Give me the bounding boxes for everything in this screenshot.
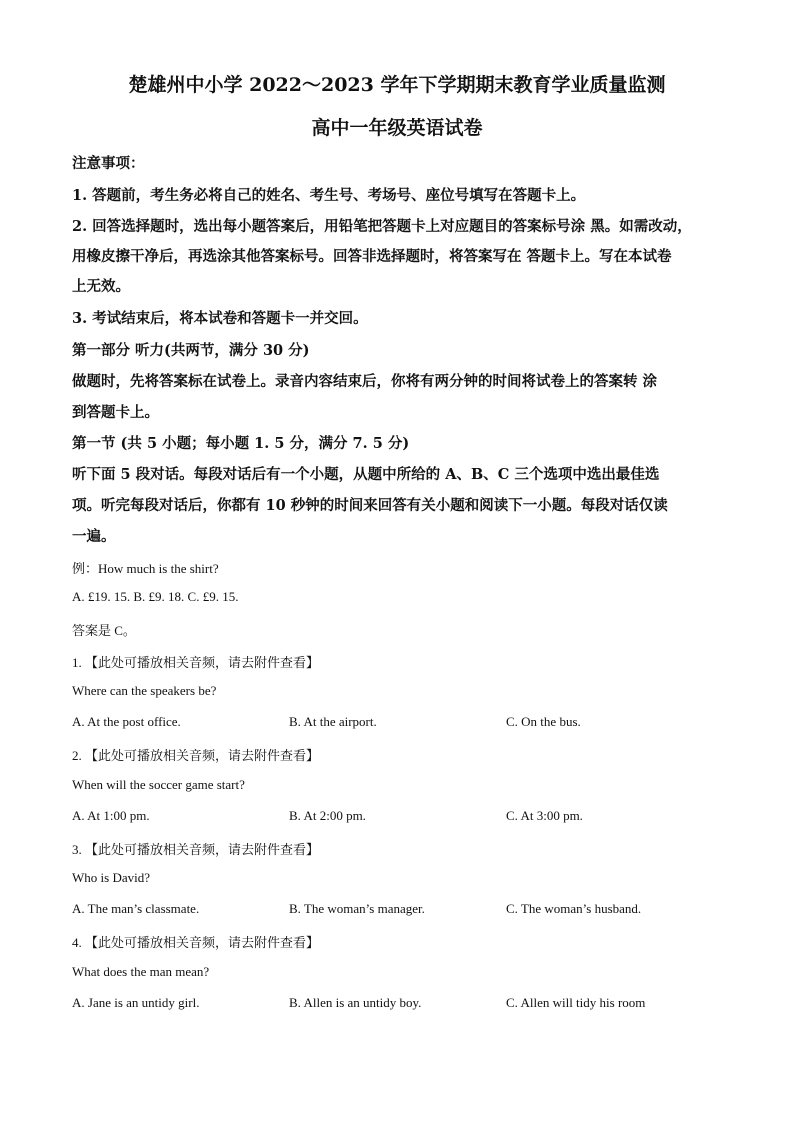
question-4-option-a: A. Jane is an untidy girl. <box>72 995 200 1010</box>
question-2-option-b: B. At 2:00 pm. <box>289 808 366 823</box>
question-3-option-b: B. The woman’s manager. <box>289 901 425 916</box>
notes-heading: 注意事项： <box>72 155 145 172</box>
section1-desc-line-1: 听下面 5 段对话。每段对话后有一个小题，从题中所给的 A、B、C 三个选项中选出最佳选 <box>72 466 660 483</box>
example-question: 例：How much is the shirt? <box>72 561 219 576</box>
note-item-2-line-1: 2. 回答选择题时，选出每小题答案后，用铅笔把答题卡上对应题目的答案标号涂 黑。如需改动， <box>72 218 692 235</box>
section1-heading: 第一节 (共 5 小题；每小题 1. 5 分，满分 7. 5 分) <box>72 435 410 452</box>
question-1-option-c: C. On the bus. <box>506 714 581 729</box>
question-4-option-c: C. Allen will tidy his room <box>506 995 646 1010</box>
part1-heading: 第一部分 听力(共两节，满分 30 分) <box>72 342 310 359</box>
exam-title: 楚雄州中小学 2022～2023 学年下学期期末教育学业质量监测 <box>128 74 666 96</box>
question-3-option-c: C. The woman’s husband. <box>506 901 642 916</box>
exam-subtitle: 高中一年级英语试卷 <box>311 117 483 139</box>
question-2-option-a: A. At 1:00 pm. <box>72 808 150 823</box>
question-4-label: 4. 【此处可播放相关音频，请去附件查看】 <box>72 935 320 950</box>
question-2-label: 2. 【此处可播放相关音频，请去附件查看】 <box>72 748 320 763</box>
question-3-text: Who is David? <box>72 870 150 885</box>
question-1-option-a: A. At the post office. <box>72 714 181 729</box>
part1-desc-line-2: 到答题卡上。 <box>72 404 159 421</box>
part1-desc-line-1: 做题时，先将答案标在试卷上。录音内容结束后，你将有两分钟的时间将试卷上的答案转 涂 <box>72 373 658 390</box>
note-item-1: 1. 答题前，考生务必将自己的姓名、考生号、考场号、座位号填写在答题卡上。 <box>72 187 586 204</box>
example-options: A. £19. 15. B. £9. 18. C. £9. 15. <box>72 589 239 604</box>
question-1-option-b: B. At the airport. <box>289 714 377 729</box>
example-answer: 答案是 C。 <box>72 623 136 638</box>
section1-desc-line-2: 项。听完每段对话后，你都有 10 秒钟的时间来回答有关小题和阅读下一小题。每段对话仅读 <box>72 497 668 514</box>
section1-desc-line-3: 一遍。 <box>72 528 116 545</box>
note-item-3: 3. 考试结束后，将本试卷和答题卡一并交回。 <box>72 310 368 327</box>
question-1-label: 1. 【此处可播放相关音频，请去附件查看】 <box>72 655 320 670</box>
question-3-option-a: A. The man’s classmate. <box>72 901 200 916</box>
question-2-option-c: C. At 3:00 pm. <box>506 808 583 823</box>
question-1-text: Where can the speakers be? <box>72 683 217 698</box>
question-2-text: When will the soccer game start? <box>72 777 245 792</box>
question-4-option-b: B. Allen is an untidy boy. <box>289 995 422 1010</box>
note-item-2-line-3: 上无效。 <box>72 278 130 295</box>
question-4-text: What does the man mean? <box>72 964 210 979</box>
question-3-label: 3. 【此处可播放相关音频，请去附件查看】 <box>72 842 320 857</box>
note-item-2-line-2: 用橡皮擦干净后，再选涂其他答案标号。回答非选择题时，将答案写在 答题卡上。写在本试卷 <box>72 248 672 265</box>
